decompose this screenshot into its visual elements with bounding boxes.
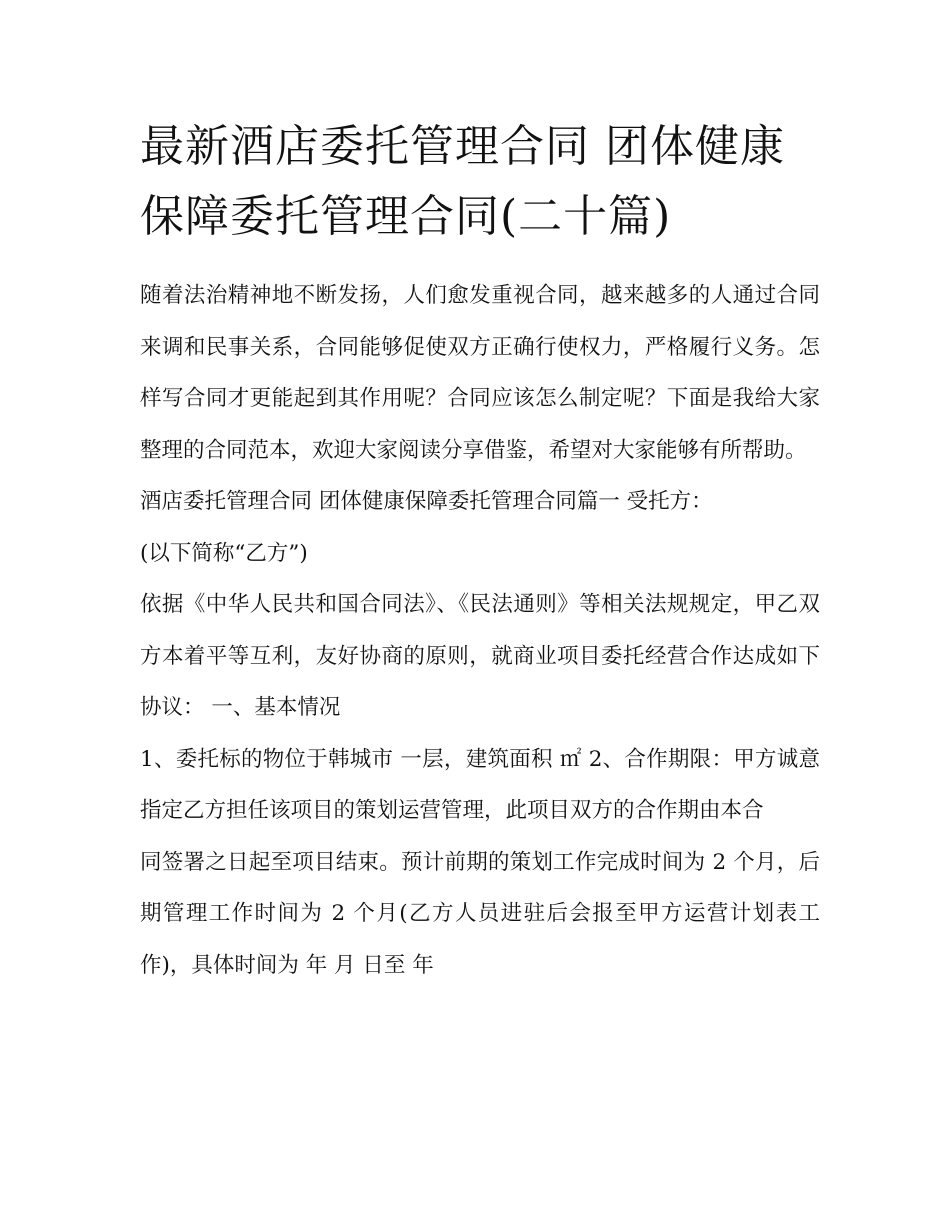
document-body [140,112,820,991]
clause-term-paragraph: 同签署之日起至项目结束。预计前期的策划工作完成时间为 2 个月，后期管理工作时间为 2 个月(乙方人员进驻后会报至甲方运营计划表工作)，具体时间为 年 月 日至 年 [140,849,820,978]
party-b-note: (以下简称“乙方”) [140,540,308,566]
clause-1-paragraph: 1、委托标的物位于韩城市 一层，建筑面积 ㎡ 2、合作期限：甲方诚意指定乙方担任该项目的策划运营管理，此项目双方的合作期由本合 [140,746,820,823]
intro-paragraph: 随着法治精神地不断发扬，人们愈发重视合同，越来越多的人通过合同来调和民事关系，合同能够促使双方正确行使权力，严格履行义务。怎样写合同才更能起到其作用呢？合同应该怎么制定呢？下面是我给大家整理的合同范本，欢迎大家阅读分享借鉴，希望对大家能够有所帮助。 [140,283,820,463]
section-heading-paragraph: 酒店委托管理合同 团体健康保障委托管理合同篇一 受托方： [140,489,713,514]
legal-basis-paragraph: 依据《中华人民共和国合同法》、《民法通则》等相关法规规定，甲乙双方本着平等互利，友好协商的原则，就商业项目委托经营合作达成如下协议： 一、基本情况 [140,592,820,720]
document-title: 最新酒店委托管理合同 团体健康保障委托管理合同(二十篇) [140,121,785,242]
